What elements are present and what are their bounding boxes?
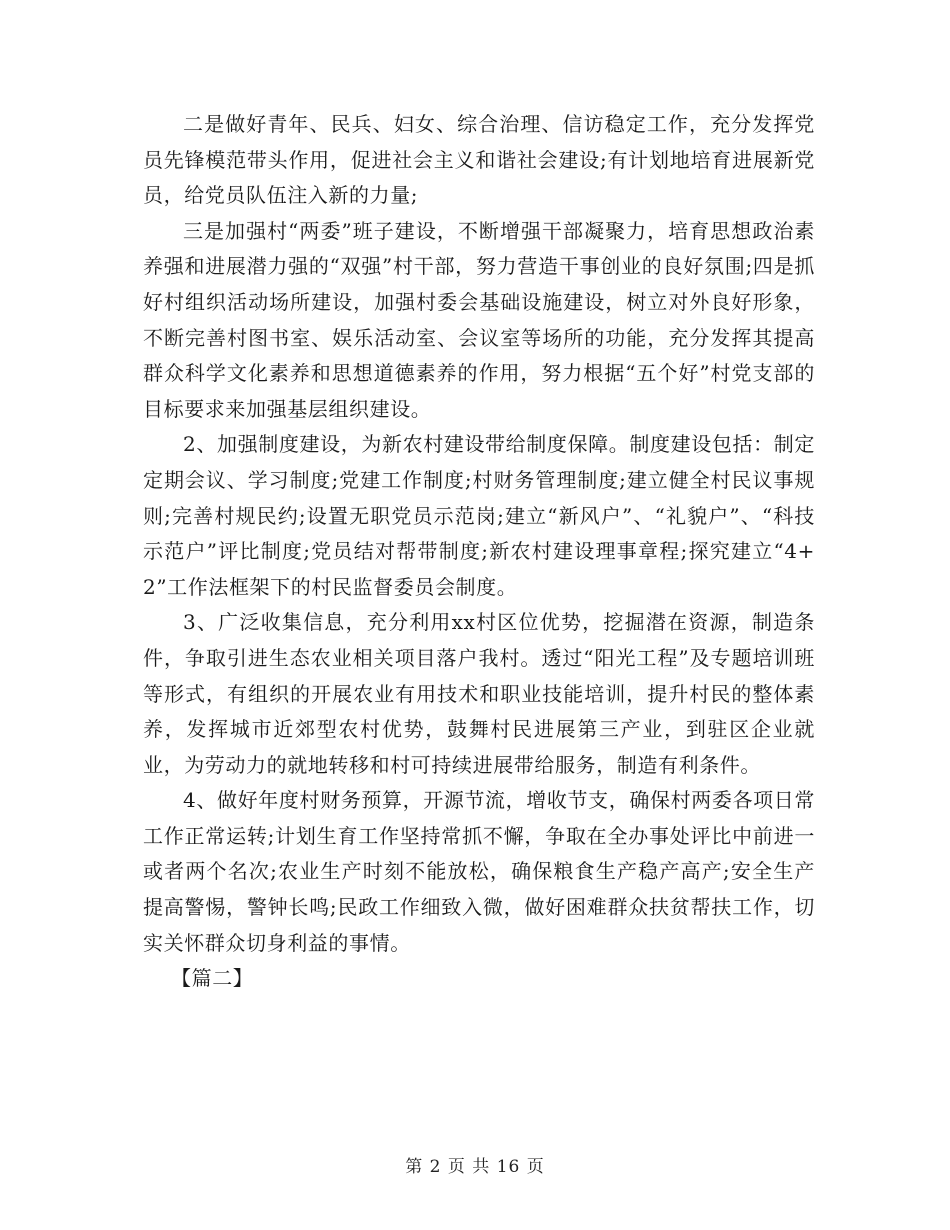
paragraph-4: 3、广泛收集信息，充分利用xx村区位优势，挖掘潜在资源，制造条件，争取引进生态农业相关项目落户我村。透过“阳光工程”及专题培训班等形式，有组织的开展农业有用技术和职业技能培训，提升村民的整体素养，发挥城市近郊型农村优势，鼓舞村民进展第三产业，到驻区企业就业，为劳动力的就地转移和村可持续进展带给服务，制造有利条件。 — [143, 610, 815, 777]
paragraph-5: 4、做好年度村财务预算，开源节流，增收节支，确保村两委各项日常工作正常运转;计划生育工作坚持常抓不懈，争取在全办事处评比中前进一或者两个名次;农业生产时刻不能放松，确保粮食生产稳产高产;安全生产提高警惕，警钟长鸣;民政工作细致入微，做好困难群众扶贫帮扶工作，切实关怀群众切身利益的事情。 — [143, 788, 815, 955]
page-number-footer: 第 2 页 共 16 页 — [405, 1157, 545, 1177]
section-heading: 【篇二】 — [171, 966, 254, 991]
document-body — [143, 107, 815, 997]
paragraph-1: 二是做好青年、民兵、妇女、综合治理、信访稳定工作，充分发挥党员先锋模范带头作用，促进社会主义和谐社会建设;有计划地培育进展新党员，给党员队伍注入新的力量; — [143, 112, 815, 208]
paragraph-2: 三是加强村“两委”班子建设，不断增强干部凝聚力，培育思想政治素养强和进展潜力强的“双强”村干部，努力营造干事创业的良好氛围;四是抓好村组织活动场所建设，加强村委会基础设施建设，树立对外良好形象，不断完善村图书室、娱乐活动室、会议室等场所的功能，充分发挥其提高群众科学文化素养和思想道德素养的作用，努力根据“五个好”村党支部的目标要求来加强基层组织建设。 — [143, 218, 815, 421]
paragraph-3: 2、加强制度建设，为新农村建设带给制度保障。制度建设包括：制定定期会议、学习制度;党建工作制度;村财务管理制度;建立健全村民议事规则;完善村规民约;设置无职党员示范岗;建立“新风户”、“礼貌户”、“科技示范户”评比制度;党员结对帮带制度;新农村建设理事章程;探究建立“4+2”工作法框架下的村民监督委员会制度。 — [143, 432, 815, 599]
